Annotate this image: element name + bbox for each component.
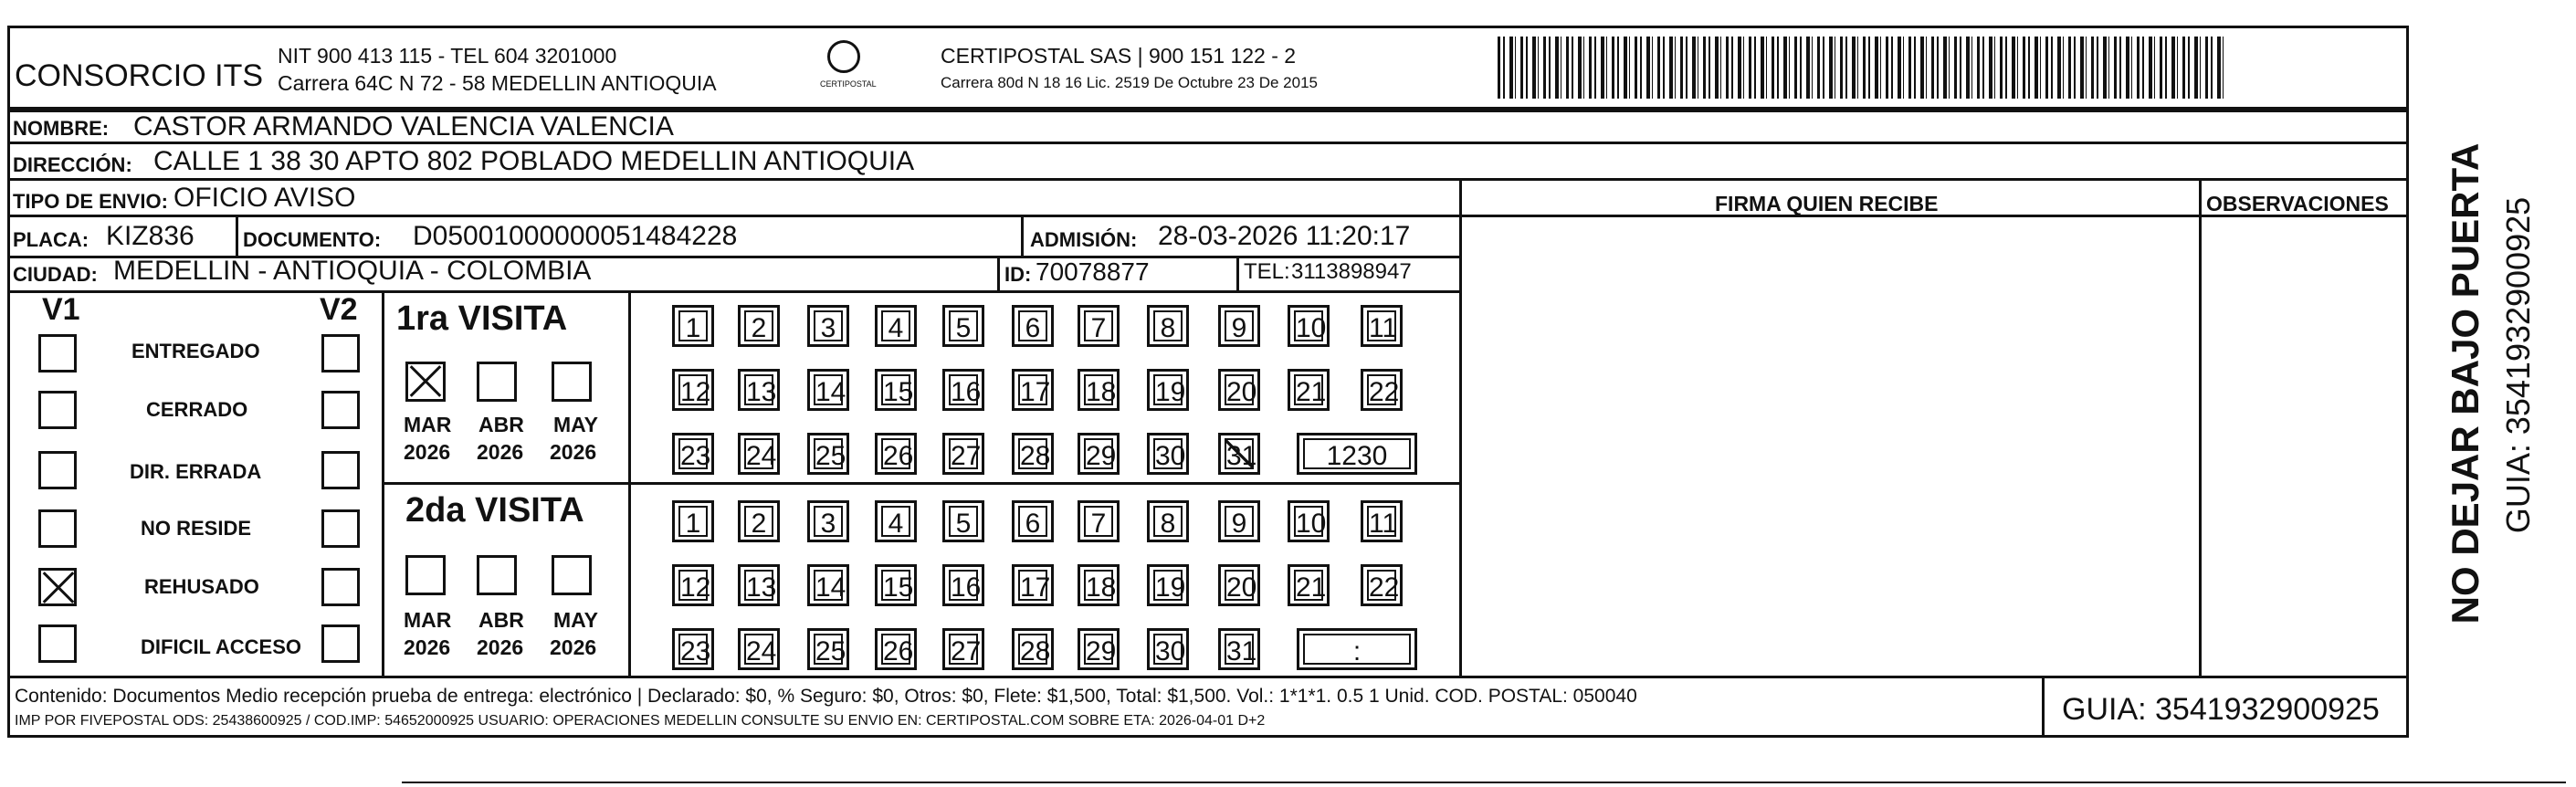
visit1-title: 1ra VISITA bbox=[396, 299, 568, 338]
visit1-day-30[interactable] bbox=[1147, 433, 1189, 475]
visit2-day-21[interactable] bbox=[1288, 564, 1330, 606]
visit2-day-label: 9 bbox=[1225, 506, 1254, 537]
visit1-day-21[interactable] bbox=[1288, 369, 1330, 411]
visit1-day-31[interactable] bbox=[1218, 433, 1260, 475]
visit2-day-label: 25 bbox=[814, 634, 843, 665]
visit2-day-22[interactable] bbox=[1361, 564, 1403, 606]
direccion-label: DIRECCIÓN: bbox=[13, 153, 132, 176]
visit2-day-label: 16 bbox=[949, 570, 978, 601]
visit2-day-label: 29 bbox=[1084, 634, 1113, 665]
visit1-day-label: 20 bbox=[1225, 374, 1254, 405]
visit2-day-3[interactable] bbox=[807, 500, 849, 542]
visit2-day-label: 26 bbox=[881, 634, 910, 665]
visit2-day-label: 20 bbox=[1225, 570, 1254, 601]
visit1-day-label: 11 bbox=[1367, 310, 1396, 341]
firma-label: FIRMA QUIEN RECIBE bbox=[1715, 192, 1939, 215]
visit2-day-9[interactable] bbox=[1218, 500, 1260, 542]
visit1-day-label: 22 bbox=[1367, 374, 1396, 405]
visit2-day-label: 7 bbox=[1084, 506, 1113, 537]
documento-value: D05001000000051484228 bbox=[413, 221, 738, 251]
barcode bbox=[1498, 37, 2228, 99]
visit2-day-1[interactable] bbox=[672, 500, 714, 542]
visit1-day-label: 2 bbox=[744, 310, 773, 341]
visit1-day-label: 29 bbox=[1084, 438, 1113, 469]
visit2-day-label: 10 bbox=[1294, 506, 1323, 537]
v1-label: V1 bbox=[42, 292, 80, 327]
visit2-year-mar: 2026 bbox=[404, 635, 451, 659]
visit1-year-may: 2026 bbox=[550, 440, 597, 464]
visit1-time-value: 1230 bbox=[1303, 438, 1411, 469]
visit2-month-mar: MAR bbox=[404, 608, 452, 632]
visit1-day-24[interactable] bbox=[738, 433, 780, 475]
visit1-day-3[interactable] bbox=[807, 305, 849, 347]
visit1-day-26[interactable] bbox=[875, 433, 917, 475]
visit1-day-9[interactable] bbox=[1218, 305, 1260, 347]
visit1-day-label: 16 bbox=[949, 374, 978, 405]
visit2-day-8[interactable] bbox=[1147, 500, 1189, 542]
footer-imp: IMP POR FIVEPOSTAL ODS: 25438600925 / COD.IMP: 54652000925 USUARIO: OPERACIONES MEDELLIN CONSULTE SU ENVIO EN: CERTIPOSTAL.COM SOBRE ETA: 2026-04-01 D+2 bbox=[15, 713, 1266, 729]
visit1-mar-checkbox[interactable] bbox=[405, 362, 446, 402]
status-no-reside: NO RESIDE bbox=[141, 517, 252, 540]
visit1-day-10[interactable] bbox=[1288, 305, 1330, 347]
tipo-value: OFICIO AVISO bbox=[173, 183, 356, 213]
logo-caption: CERTIPOSTAL bbox=[820, 79, 877, 89]
direccion-value: CALLE 1 38 30 APTO 802 POBLADO MEDELLIN ANTIOQUIA bbox=[153, 146, 915, 176]
visit1-day-27[interactable] bbox=[942, 433, 984, 475]
visit1-day-label: 4 bbox=[881, 310, 910, 341]
visit1-day-label: 17 bbox=[1018, 374, 1047, 405]
visit1-day-15[interactable] bbox=[875, 369, 917, 411]
ciudad-label: CIUDAD: bbox=[13, 263, 98, 286]
documento-label: DOCUMENTO: bbox=[243, 228, 382, 251]
side-no-dejar: NO DEJAR BAJO PUERTA bbox=[2444, 142, 2487, 624]
visit2-year-may: 2026 bbox=[550, 635, 597, 659]
visit1-day-label: 25 bbox=[814, 438, 843, 469]
visit1-day-29[interactable] bbox=[1078, 433, 1120, 475]
v2-entregado-checkbox[interactable] bbox=[321, 334, 360, 373]
visit1-day-6[interactable] bbox=[1012, 305, 1054, 347]
certipostal-logo-icon bbox=[827, 40, 860, 73]
visit2-mar-checkbox[interactable] bbox=[405, 555, 446, 595]
visit1-day-label: 23 bbox=[678, 438, 708, 469]
visit2-day-10[interactable] bbox=[1288, 500, 1330, 542]
visit2-day-label: 31 bbox=[1225, 634, 1254, 665]
visit2-day-7[interactable] bbox=[1078, 500, 1120, 542]
visit1-month-abr: ABR bbox=[478, 413, 524, 436]
visit2-day-29[interactable] bbox=[1078, 628, 1120, 670]
visit1-day-5[interactable] bbox=[942, 305, 984, 347]
visit2-day-label: 2 bbox=[744, 506, 773, 537]
visit2-day-15[interactable] bbox=[875, 564, 917, 606]
v2-no-reside-checkbox[interactable] bbox=[321, 509, 360, 548]
visit2-day-label: 17 bbox=[1018, 570, 1047, 601]
v1-no-reside-checkbox[interactable] bbox=[38, 509, 77, 548]
v1-entregado-checkbox[interactable] bbox=[38, 334, 77, 373]
visit1-day-19[interactable] bbox=[1147, 369, 1189, 411]
form-box bbox=[7, 110, 2409, 738]
visit1-day-label: 15 bbox=[881, 374, 910, 405]
visit2-day-label: 15 bbox=[881, 570, 910, 601]
partner-address: Carrera 80d N 18 16 Lic. 2519 De Octubre 23 De 2015 bbox=[941, 74, 1318, 91]
side-guia: GUIA: 3541932900925 bbox=[2499, 196, 2537, 534]
visit2-day-20[interactable] bbox=[1218, 564, 1260, 606]
placa-value: KIZ836 bbox=[106, 221, 195, 251]
visit1-abr-checkbox[interactable] bbox=[477, 362, 517, 402]
admision-value: 28-03-2026 11:20:17 bbox=[1158, 221, 1411, 251]
visit2-day-14[interactable] bbox=[807, 564, 849, 606]
visit2-time-value: : bbox=[1303, 634, 1411, 665]
visit1-day-label: 3 bbox=[814, 310, 843, 341]
visit1-day-8[interactable] bbox=[1147, 305, 1189, 347]
visit2-day-label: 19 bbox=[1153, 570, 1183, 601]
visit2-day-4[interactable] bbox=[875, 500, 917, 542]
visit1-year-abr: 2026 bbox=[477, 440, 524, 464]
footer-contenido: Contenido: Documentos Medio recepción prueba de entrega: electrónico | Declarado: $0, % Seguro: $0, Otros: $0, Flete: $1,500, Total: $1,500. Vol.: 1*1*1. 0.5 1 Unid. COD. POSTAL: 050040 bbox=[15, 686, 1637, 707]
nombre-label: NOMBRE: bbox=[13, 117, 110, 140]
visit2-day-label: 12 bbox=[678, 570, 708, 601]
visit2-day-label: 21 bbox=[1294, 570, 1323, 601]
visit2-day-6[interactable] bbox=[1012, 500, 1054, 542]
visit1-day-label: 5 bbox=[949, 310, 978, 341]
v2-cerrado-checkbox[interactable] bbox=[321, 391, 360, 429]
visit1-day-label: 26 bbox=[881, 438, 910, 469]
visit1-day-label: 24 bbox=[744, 438, 773, 469]
visit2-day-27[interactable] bbox=[942, 628, 984, 670]
visit2-month-abr: ABR bbox=[478, 608, 524, 632]
visit1-day-28[interactable] bbox=[1012, 433, 1054, 475]
visit1-day-label: 19 bbox=[1153, 374, 1183, 405]
visit2-day-label: 8 bbox=[1153, 506, 1183, 537]
observaciones-label: OBSERVACIONES bbox=[2206, 192, 2389, 215]
v1-dificil-acceso-checkbox[interactable] bbox=[38, 624, 77, 663]
visit1-day-label: 8 bbox=[1153, 310, 1183, 341]
visit2-day-label: 30 bbox=[1153, 634, 1183, 665]
company-name: CONSORCIO ITS bbox=[15, 58, 264, 93]
tel-label: TEL: bbox=[1244, 259, 1290, 284]
status-rehusado: REHUSADO bbox=[144, 575, 259, 598]
visit1-day-2[interactable] bbox=[738, 305, 780, 347]
visit2-day-label: 18 bbox=[1084, 570, 1113, 601]
visit2-day-label: 5 bbox=[949, 506, 978, 537]
visit2-day-label: 28 bbox=[1018, 634, 1047, 665]
admision-label: ADMISIÓN: bbox=[1030, 228, 1138, 251]
visit1-may-checkbox[interactable] bbox=[552, 362, 592, 402]
visit1-day-20[interactable] bbox=[1218, 369, 1260, 411]
visit1-day-4[interactable] bbox=[875, 305, 917, 347]
nit-line: NIT 900 413 115 - TEL 604 3201000 bbox=[278, 44, 617, 68]
status-cerrado: CERRADO bbox=[146, 398, 248, 421]
visit1-month-may: MAY bbox=[553, 413, 598, 436]
visit2-year-abr: 2026 bbox=[477, 635, 524, 659]
page-bottom-rule bbox=[402, 782, 2566, 783]
status-dir-errada: DIR. ERRADA bbox=[130, 460, 262, 483]
tel-value: 3113898947 bbox=[1291, 259, 1412, 284]
visit2-abr-checkbox[interactable] bbox=[477, 555, 517, 595]
v1-dir-errada-checkbox[interactable] bbox=[38, 451, 77, 489]
visit2-day-28[interactable] bbox=[1012, 628, 1054, 670]
v2-rehusado-checkbox[interactable] bbox=[321, 568, 360, 606]
visit2-day-31[interactable] bbox=[1218, 628, 1260, 670]
visit2-day-17[interactable] bbox=[1012, 564, 1054, 606]
ciudad-value: MEDELLIN - ANTIOQUIA - COLOMBIA bbox=[113, 256, 592, 286]
visit2-day-label: 27 bbox=[949, 634, 978, 665]
visit1-month-mar: MAR bbox=[404, 413, 452, 436]
visit1-day-label: 21 bbox=[1294, 374, 1323, 405]
visit2-day-label: 24 bbox=[744, 634, 773, 665]
visit2-day-16[interactable] bbox=[942, 564, 984, 606]
visit1-day-25[interactable] bbox=[807, 433, 849, 475]
visit2-day-label: 14 bbox=[814, 570, 843, 601]
visit1-day-12[interactable] bbox=[672, 369, 714, 411]
visit2-day-label: 13 bbox=[744, 570, 773, 601]
visit1-day-14[interactable] bbox=[807, 369, 849, 411]
v2-label: V2 bbox=[320, 292, 358, 327]
visit2-day-30[interactable] bbox=[1147, 628, 1189, 670]
visit1-day-label: 28 bbox=[1018, 438, 1047, 469]
footer-guia: GUIA: 3541932900925 bbox=[2062, 692, 2380, 727]
visit2-day-label: 1 bbox=[678, 506, 708, 537]
visit2-day-label: 4 bbox=[881, 506, 910, 537]
visit1-day-label: 1 bbox=[678, 310, 708, 341]
visit1-year-mar: 2026 bbox=[404, 440, 451, 464]
v2-dificil-acceso-checkbox[interactable] bbox=[321, 624, 360, 663]
visit1-day-22[interactable] bbox=[1361, 369, 1403, 411]
visit2-day-26[interactable] bbox=[875, 628, 917, 670]
visit2-may-checkbox[interactable] bbox=[552, 555, 592, 595]
visit1-day-label: 18 bbox=[1084, 374, 1113, 405]
visit1-day-23[interactable] bbox=[672, 433, 714, 475]
id-label: ID: bbox=[1004, 263, 1032, 286]
visit2-day-13[interactable] bbox=[738, 564, 780, 606]
visit2-time-box[interactable] bbox=[1297, 628, 1417, 670]
visit2-day-label: 3 bbox=[814, 506, 843, 537]
visit1-day-label: 7 bbox=[1084, 310, 1113, 341]
visit1-day-label: 9 bbox=[1225, 310, 1254, 341]
visit2-day-24[interactable] bbox=[738, 628, 780, 670]
status-dificil-acceso: DIFICIL ACCESO bbox=[141, 635, 302, 658]
visit1-day-18[interactable] bbox=[1078, 369, 1120, 411]
nombre-value: CASTOR ARMANDO VALENCIA VALENCIA bbox=[133, 111, 674, 142]
visit1-day-17[interactable] bbox=[1012, 369, 1054, 411]
visit2-day-18[interactable] bbox=[1078, 564, 1120, 606]
placa-label: PLACA: bbox=[13, 228, 89, 251]
visit2-month-may: MAY bbox=[553, 608, 598, 632]
visit1-day-16[interactable] bbox=[942, 369, 984, 411]
v2-dir-errada-checkbox[interactable] bbox=[321, 451, 360, 489]
visit2-day-12[interactable] bbox=[672, 564, 714, 606]
status-entregado: ENTREGADO bbox=[131, 340, 260, 362]
visit2-day-25[interactable] bbox=[807, 628, 849, 670]
visit1-day-label: 30 bbox=[1153, 438, 1183, 469]
visit2-title: 2da VISITA bbox=[405, 491, 584, 530]
visit1-day-label: 13 bbox=[744, 374, 773, 405]
visit1-day-label: 12 bbox=[678, 374, 708, 405]
visit2-day-2[interactable] bbox=[738, 500, 780, 542]
visit2-day-label: 22 bbox=[1367, 570, 1396, 601]
partner-line: CERTIPOSTAL SAS | 900 151 122 - 2 bbox=[941, 44, 1297, 68]
v1-cerrado-checkbox[interactable] bbox=[38, 391, 77, 429]
visit1-day-11[interactable] bbox=[1361, 305, 1403, 347]
visit1-day-label: 6 bbox=[1018, 310, 1047, 341]
visit1-day-label: 31 bbox=[1225, 438, 1254, 469]
visit2-day-11[interactable] bbox=[1361, 500, 1403, 542]
company-address: Carrera 64C N 72 - 58 MEDELLIN ANTIOQUIA bbox=[278, 71, 717, 95]
visit2-day-label: 23 bbox=[678, 634, 708, 665]
visit1-day-1[interactable] bbox=[672, 305, 714, 347]
id-value: 70078877 bbox=[1036, 257, 1150, 286]
visit2-day-label: 6 bbox=[1018, 506, 1047, 537]
v1-rehusado-checkbox[interactable] bbox=[38, 568, 77, 606]
visit2-day-5[interactable] bbox=[942, 500, 984, 542]
visit1-day-7[interactable] bbox=[1078, 305, 1120, 347]
visit1-time-box[interactable] bbox=[1297, 433, 1417, 475]
tipo-label: TIPO DE ENVIO: bbox=[13, 190, 168, 213]
visit1-day-label: 14 bbox=[814, 374, 843, 405]
visit1-day-label: 10 bbox=[1294, 310, 1323, 341]
visit2-day-label: 11 bbox=[1367, 506, 1396, 537]
visit1-day-13[interactable] bbox=[738, 369, 780, 411]
visit2-day-19[interactable] bbox=[1147, 564, 1189, 606]
visit1-day-label: 27 bbox=[949, 438, 978, 469]
visit2-day-23[interactable] bbox=[672, 628, 714, 670]
